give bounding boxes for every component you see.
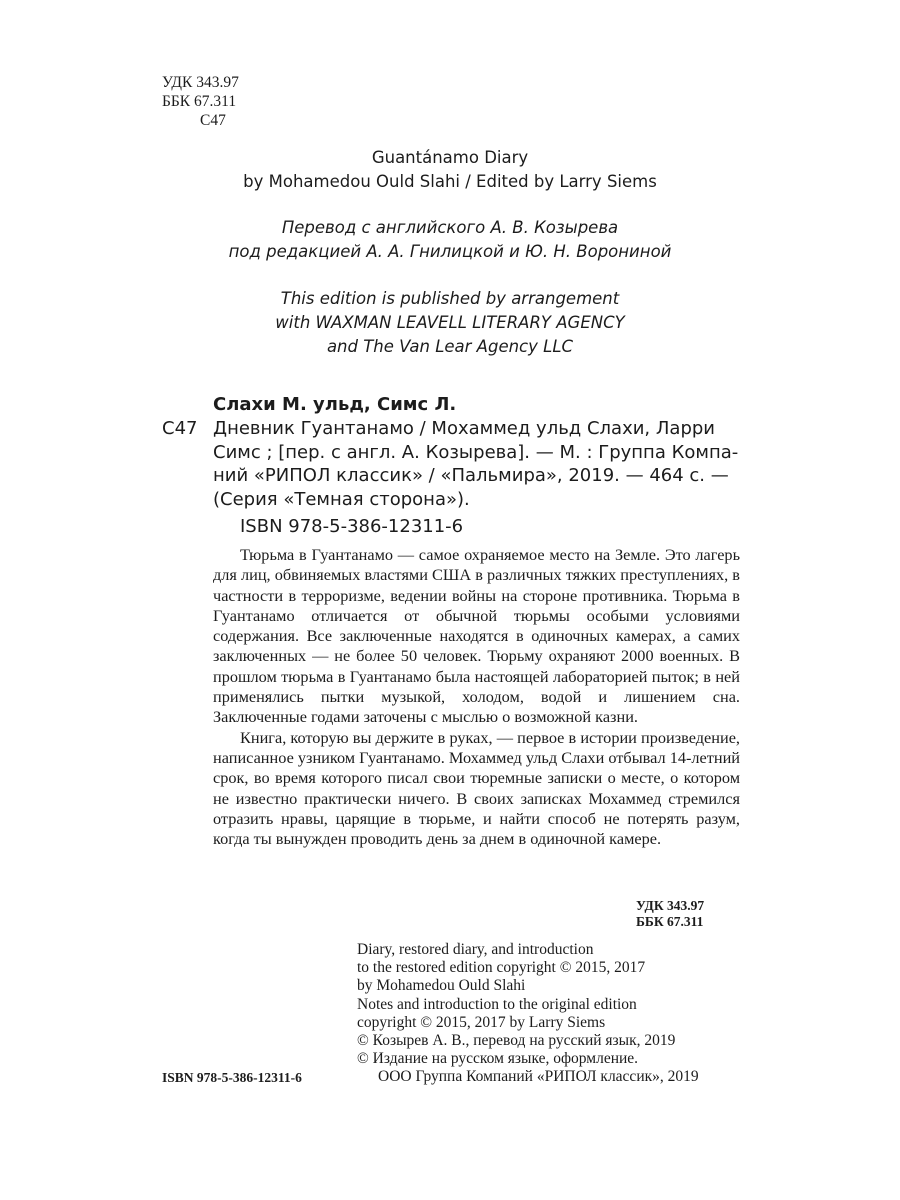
- copyright-block: [357, 941, 699, 1087]
- copyright-line: © Козырев А. В., перевод на русский язык, 2019: [357, 1032, 676, 1050]
- arrangement-line-2: with WAXMAN LEAVELL LITERARY AGENCY: [275, 313, 625, 332]
- biblio-line: Дневник Гуантанамо / Мохаммед ульд Слахи, Ларри: [213, 418, 715, 439]
- copyright-line: Diary, restored diary, and introduction: [357, 941, 594, 958]
- bibliographic-description: [213, 417, 743, 511]
- author-sign: С47: [200, 112, 226, 129]
- annotation-paragraph-1: Тюрьма в Гуантанамо — самое охраняемое место на Земле. Это лагерь для лиц, обвиняемых властями США в различных тяжких преступлениях, в частности в терроризме, ведении войны на стороне противника. Тюрьма в Гуантанамо отличается от обычной тюрьмы особыми условиями содержания. Все заключенные находятся в одиночных камерах, а самих заключенных — не более 50 человек. Тюрьму охраняют 2000 военных. В прошлом тюрьма в Гуантанамо была настоящей лабораторией пыток; в ней применялись пытки музыкой, холодом, водой и лишением сна. Заключенные годами заточены с мыслью о возможной казни.: [213, 545, 740, 727]
- arrangement-line-1: This edition is published by arrangement: [280, 289, 620, 308]
- annotation: [213, 545, 740, 849]
- bbk-code: ББК 67.311: [162, 93, 237, 110]
- bibliographic-authors: Слахи М. ульд, Симс Л.: [213, 394, 457, 415]
- copyright-line: ООО Группа Компаний «РИПОЛ классик», 2019: [378, 1068, 699, 1086]
- translation-line-2: под редакцией А. А. Гнилицкой и Ю. Н. Ворониной: [228, 242, 672, 261]
- arrangement-note: [0, 287, 900, 359]
- classification-block: [162, 73, 239, 130]
- arrangement-line-3: and The Van Lear Agency LLC: [326, 337, 574, 356]
- biblio-line: ний «РИПОЛ классик» / «Пальмира», 2019. — 464 с. —: [213, 465, 729, 486]
- copyright-line: Notes and introduction to the original edition: [357, 995, 637, 1013]
- bibliographic-code: С47: [162, 418, 198, 439]
- udk-code-bottom: УДК 343.97: [636, 898, 705, 913]
- isbn-bottom: ISBN 978-5-386-12311-6: [162, 1070, 302, 1085]
- translation-line-1: Перевод с английского А. В. Козырева: [281, 218, 619, 237]
- copyright-line: © Издание на русском языке, оформление.: [357, 1050, 639, 1068]
- original-title-block: [0, 146, 900, 194]
- original-byline: by Mohamedou Ould Slahi / Edited by Larry Siems: [243, 172, 657, 191]
- translation-credit: [0, 216, 900, 264]
- annotation-paragraph-2: Книга, которую вы держите в руках, — первое в истории произведение, написанное узником Гуантанамо. Мохаммед ульд Слахи отбывал 14-летний срок, во время которого писал свои тюремные записки о месте, о котором не известно практически ничего. В своих записках Мохаммед стремился отразить нравы, царящие в тюрьме, и найти способ не потерять разум, когда ты вынужден проводить день за днем в одиночной камере.: [213, 727, 740, 849]
- isbn-main: ISBN 978-5-386-12311-6: [240, 516, 464, 537]
- original-title: Guantánamo Diary: [371, 148, 529, 167]
- biblio-line: (Серия «Темная сторона»).: [213, 488, 470, 510]
- udk-code: УДК 343.97: [162, 74, 239, 91]
- copyright-line: copyright © 2015, 2017 by Larry Siems: [357, 1013, 606, 1031]
- copyright-line: to the restored edition copyright © 2015, 2017: [357, 959, 646, 977]
- biblio-line: Симс ; [пер. с англ. А. Козырева]. — М. : Группа Компа-: [213, 441, 739, 463]
- bbk-code-bottom: ББК 67.311: [636, 914, 704, 929]
- codes-bottom: [636, 898, 704, 930]
- copyright-line: by Mohamedou Ould Slahi: [357, 977, 526, 995]
